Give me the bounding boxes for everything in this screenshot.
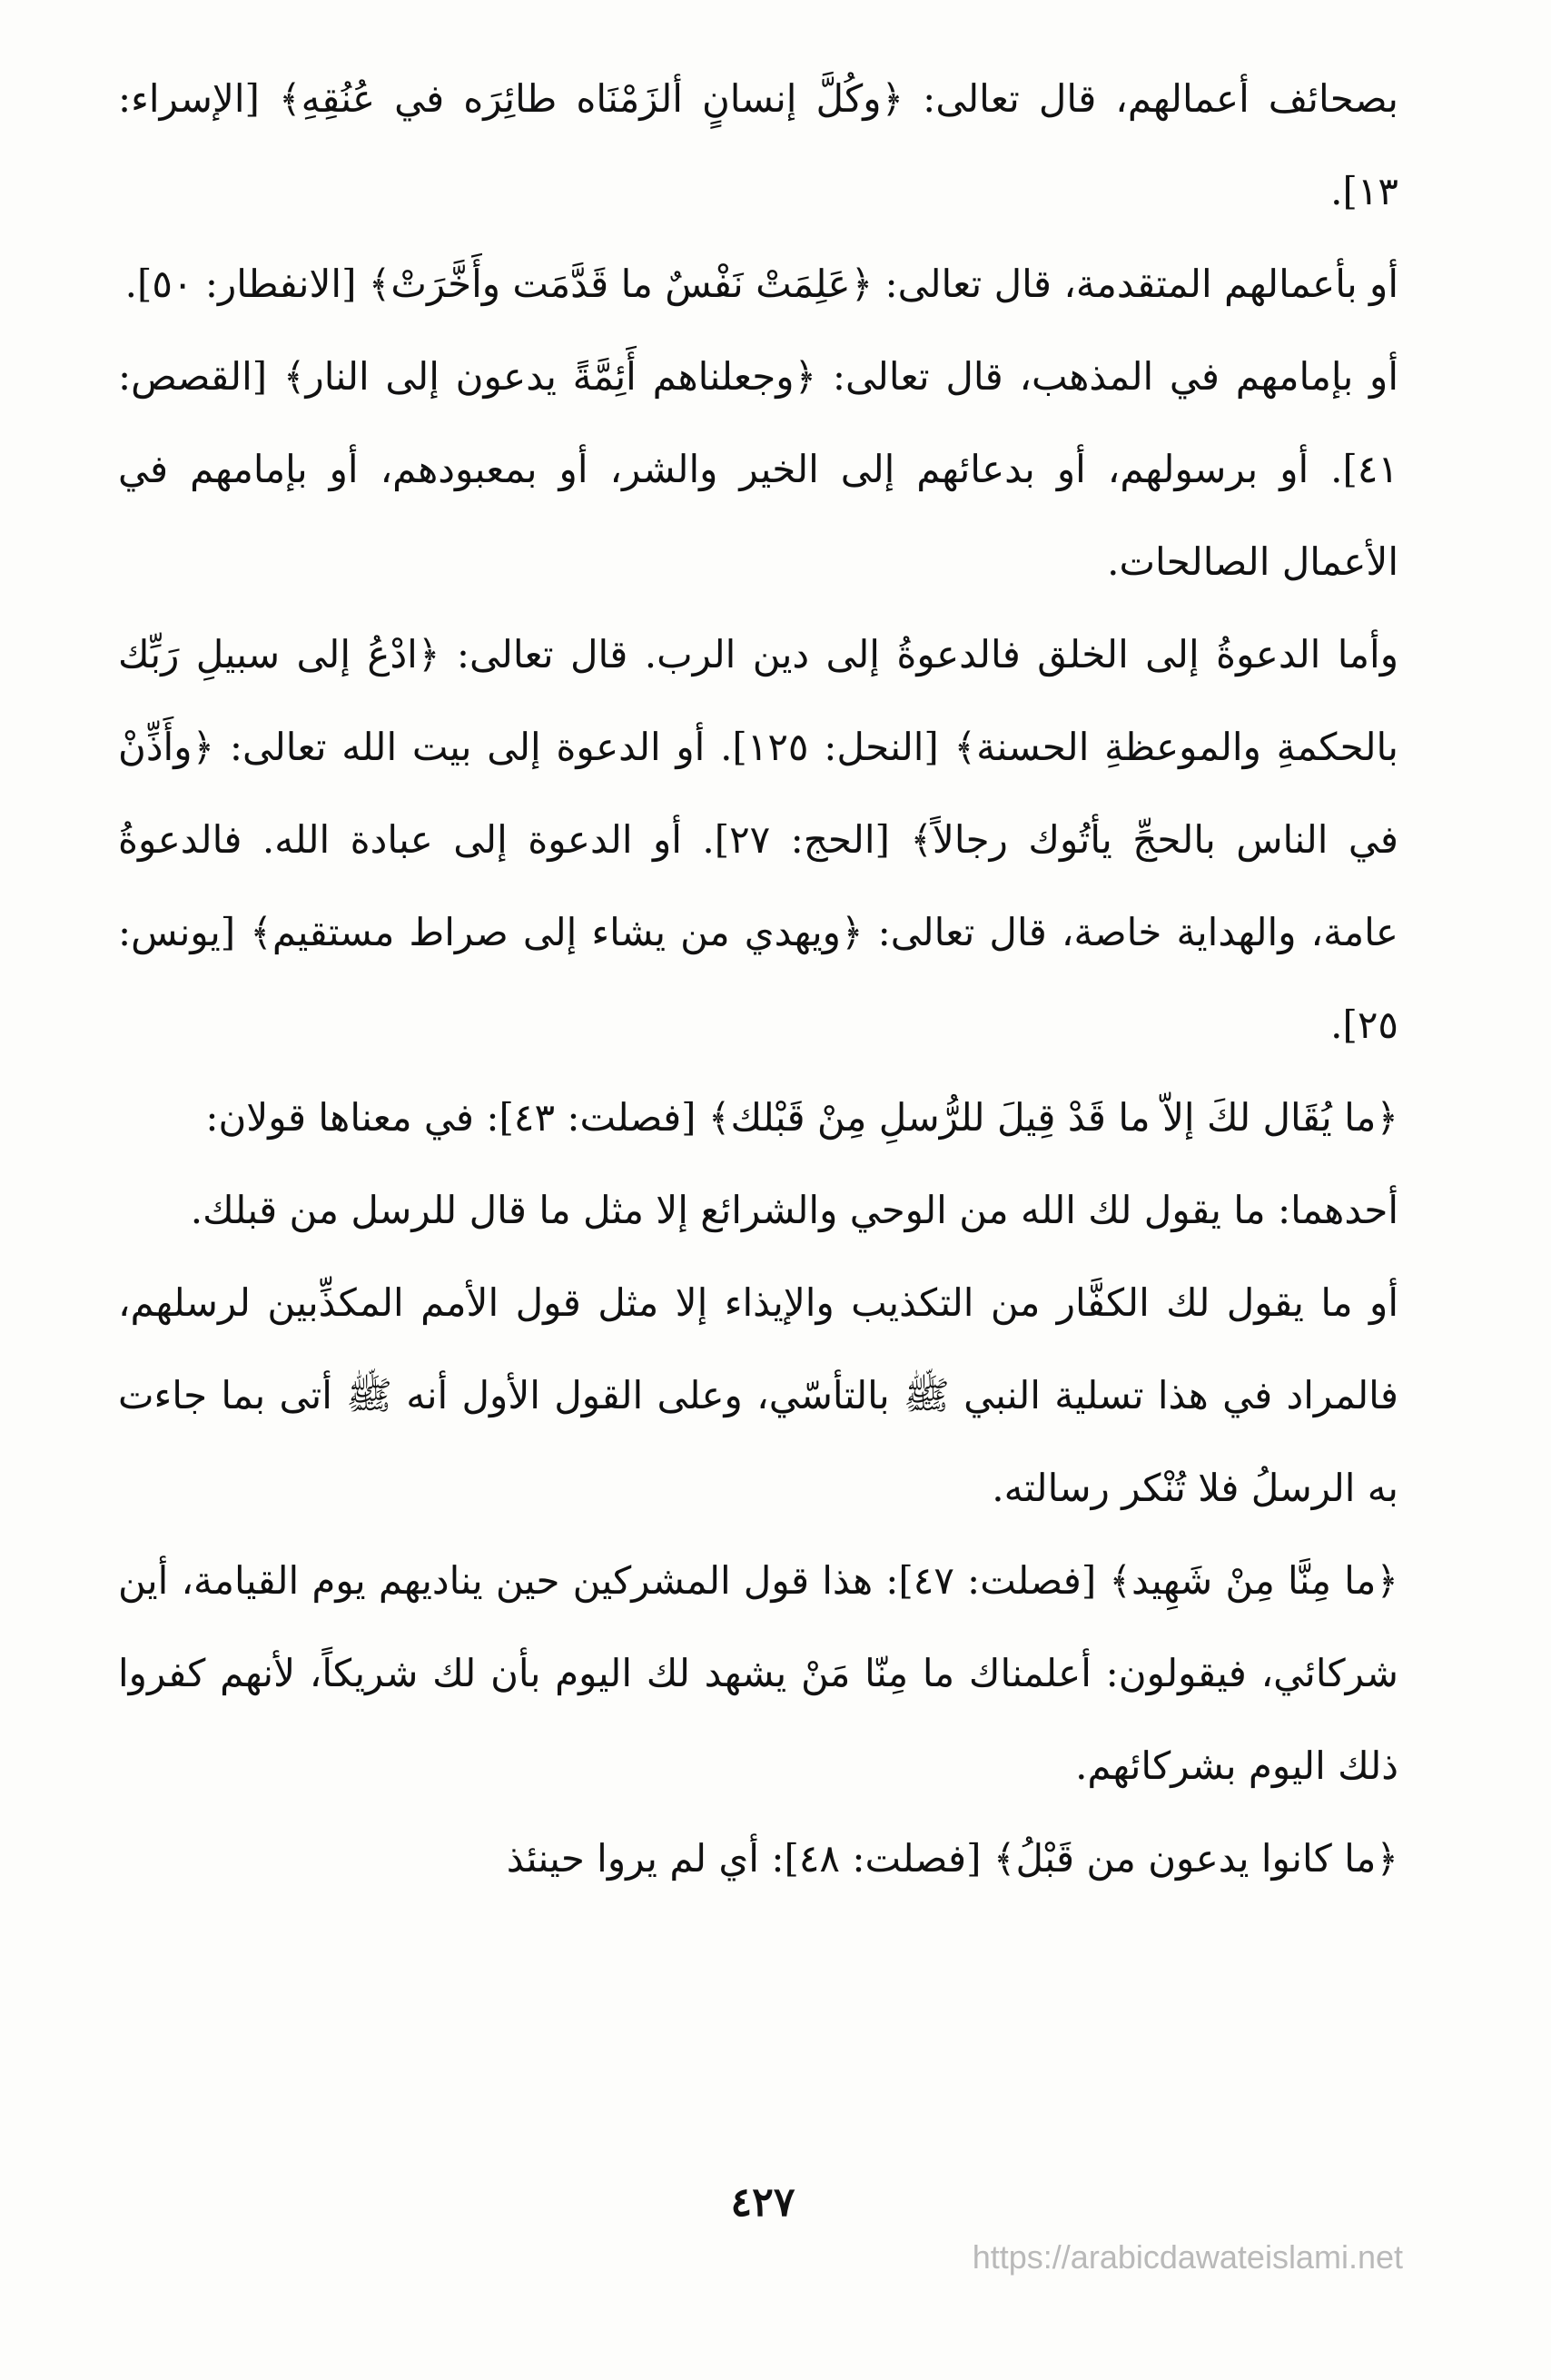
paragraph-3: أو بإمامهم في المذهب، قال تعالى: ﴿وجعلناهم أَئِمَّةً يدعون إلى النار﴾ [القصص: ٤١]. أو برسولهم، أو بدعائهم إلى الخير والشر، أو بمعبودهم، أو بإمامهم في الأعمال الصالحات. (118, 354, 1398, 584)
paragraph-9: ﴿ما كانوا يدعون من قَبْلُ﴾ [فصلت: ٤٨]: أي لم يروا حينئذ (506, 1836, 1398, 1881)
paragraph-8: ﴿ما مِنَّا مِنْ شَهِيد﴾ [فصلت: ٤٧]: هذا قول المشركين حين يناديهم يوم القيامة، أين شركائي، فيقولون: أعلمناك ما مِنّا مَنْ يشهد لك اليوم بأن لك شريكاً، لأنهم كفروا ذلك اليوم بشركائهم. (118, 1558, 1398, 1788)
paragraph-4: وأما الدعوةُ إلى الخلق فالدعوةُ إلى دين الرب. قال تعالى: ﴿ادْعُ إلى سبيلِ رَبِّك بالحكمةِ والموعظةِ الحسنة﴾ [النحل: ١٢٥]. أو الدعوة إلى بيت الله تعالى: ﴿وأَذِّنْ في الناس بالحجِّ يأتُوك رجالاً﴾ [الحج: ٢٧]. أو الدعوة إلى عبادة الله. فالدعوةُ عامة، والهداية خاصة، قال تعالى: ﴿ويهدي من يشاء إلى صراط مستقيم﴾ [يونس: ٢٥]. (118, 632, 1398, 1047)
paragraph-5: ﴿ما يُقَال لكَ إلاّ ما قَدْ قِيلَ للرُّسلِ مِنْ قَبْلك﴾ [فصلت: ٤٣]: في معناها قولان: (205, 1095, 1398, 1140)
paragraph-1: بصحائف أعمالهم، قال تعالى: ﴿وكُلَّ إنسانٍ ألزَمْنَاه طائِرَه في عُنُقِهِ﴾ [الإسراء: ١٣]. (118, 76, 1398, 213)
page-number: ٤٢٧ (730, 2179, 795, 2226)
page-body-text (118, 53, 1398, 1905)
paragraph-2: أو بأعمالهم المتقدمة، قال تعالى: ﴿عَلِمَتْ نَفْسٌ ما قَدَّمَت وأَخَّرَتْ﴾ [الانفطار: ٥٠]. (124, 262, 1398, 306)
paragraph-7: أو ما يقول لك الكفَّار من التكذيب والإيذاء إلا مثل قول الأمم المكذِّبين لرسلهم، فالمراد في هذا تسلية النبي ﷺ بالتأسّي، وعلى القول الأول أنه ﷺ أتى بما جاءت به الرسلُ فلا تُنْكر رسالته. (118, 1280, 1398, 1510)
watermark-url: https://arabicdawateislami.net (972, 2238, 1403, 2276)
paragraph-6: أحدهما: ما يقول لك الله من الوحي والشرائع إلا مثل ما قال للرسل من قبلك. (190, 1188, 1398, 1232)
